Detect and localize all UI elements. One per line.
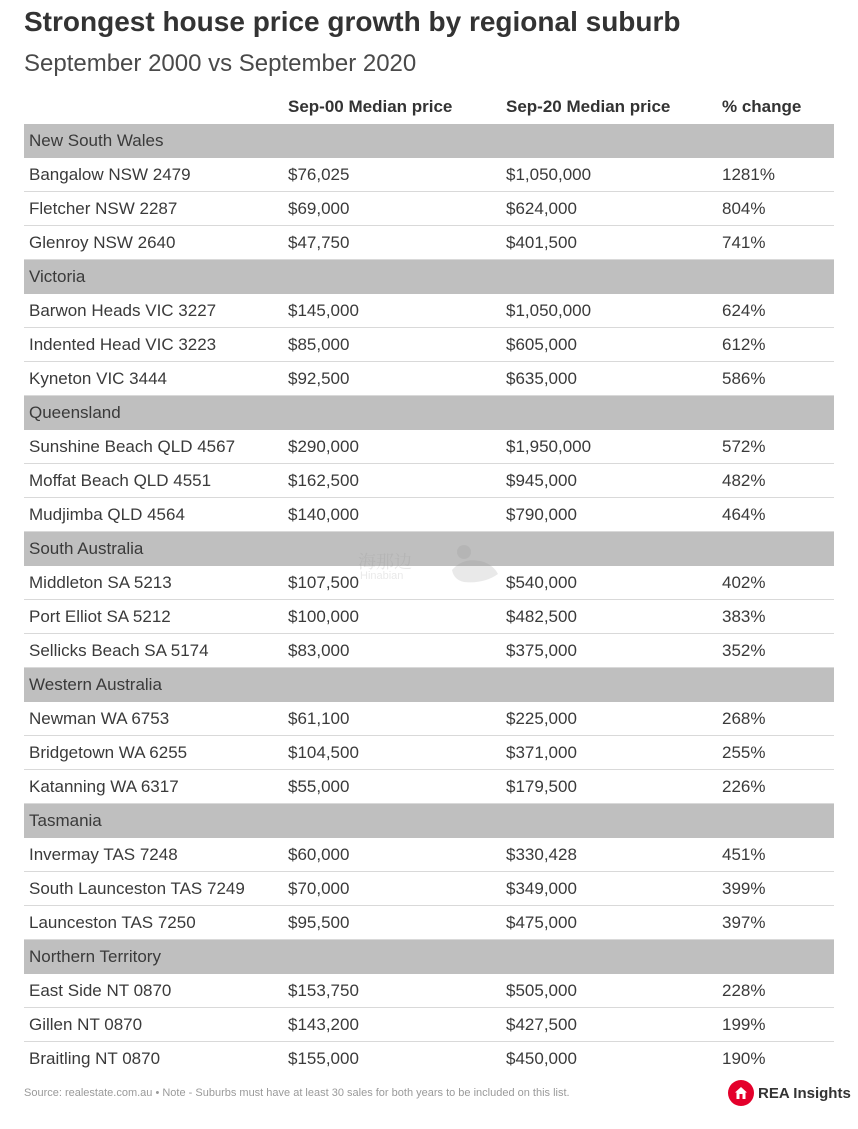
table-row <box>24 158 834 192</box>
state-name: Queensland <box>24 396 834 430</box>
suburb-cell: Glenroy NSW 2640 <box>24 226 283 260</box>
table-row <box>24 770 834 804</box>
sep20-price-cell: $482,500 <box>501 600 717 634</box>
sep20-price-cell: $1,050,000 <box>501 294 717 328</box>
sep20-price-cell: $635,000 <box>501 362 717 396</box>
brand-name: REA Insights <box>758 1084 851 1102</box>
sep20-price-cell: $225,000 <box>501 702 717 736</box>
percent-change-cell: 399% <box>717 872 834 906</box>
table-row <box>24 600 834 634</box>
state-name: New South Wales <box>24 124 834 158</box>
state-name: Northern Territory <box>24 940 834 974</box>
suburb-cell: Middleton SA 5213 <box>24 566 283 600</box>
sep20-price-cell: $427,500 <box>501 1008 717 1042</box>
sep20-price-cell: $349,000 <box>501 872 717 906</box>
table-row <box>24 362 834 396</box>
sep20-price-cell: $371,000 <box>501 736 717 770</box>
sep00-price-cell: $155,000 <box>288 1048 359 1068</box>
state-group-row <box>24 804 834 838</box>
percent-change-cell: 586% <box>717 362 834 396</box>
table-row <box>24 192 834 226</box>
state-group-row <box>24 668 834 702</box>
sep20-price-cell: $540,000 <box>501 566 717 600</box>
table-row <box>24 430 834 464</box>
percent-change-cell: 255% <box>717 736 834 770</box>
chart-subtitle: September 2000 vs September 2020 <box>24 50 417 77</box>
sep00-price-cell: $61,100 <box>283 702 501 736</box>
suburb-cell: Braitling NT 0870 <box>29 1048 161 1068</box>
table-row <box>24 226 834 260</box>
state-name: South Australia <box>24 532 834 566</box>
sep00-price-cell: $143,200 <box>283 1008 501 1042</box>
header-sep00: Sep-00 Median price <box>288 97 453 116</box>
sep00-price-cell: $83,000 <box>283 634 501 668</box>
state-name: Western Australia <box>24 668 834 702</box>
chart-title: Strongest house price growth by regional suburb <box>24 6 681 37</box>
percent-change-cell: 572% <box>717 430 834 464</box>
percent-change-cell: 383% <box>717 600 834 634</box>
sep00-price-cell: $76,025 <box>283 158 501 192</box>
percent-change-cell: 451% <box>717 838 834 872</box>
sep00-price-cell: $60,000 <box>283 838 501 872</box>
sep20-price-cell: $450,000 <box>506 1048 577 1068</box>
table-row <box>24 1042 834 1076</box>
suburb-cell: Barwon Heads VIC 3227 <box>24 294 283 328</box>
sep00-price-cell: $140,000 <box>283 498 501 532</box>
sep00-price-cell: $95,500 <box>283 906 501 940</box>
sep00-price-cell: $55,000 <box>283 770 501 804</box>
sep20-price-cell: $179,500 <box>501 770 717 804</box>
suburb-cell: Newman WA 6753 <box>24 702 283 736</box>
table-row <box>24 702 834 736</box>
percent-change-cell: 226% <box>717 770 834 804</box>
suburb-cell: Indented Head VIC 3223 <box>24 328 283 362</box>
sep00-price-cell: $92,500 <box>283 362 501 396</box>
suburb-cell: Invermay TAS 7248 <box>24 838 283 872</box>
suburb-cell: Sellicks Beach SA 5174 <box>24 634 283 668</box>
suburb-cell: Launceston TAS 7250 <box>24 906 283 940</box>
state-group-row <box>24 396 834 430</box>
sep00-price-cell: $107,500 <box>283 566 501 600</box>
sep00-price-cell: $100,000 <box>283 600 501 634</box>
percent-change-cell: 402% <box>717 566 834 600</box>
sep20-price-cell: $945,000 <box>501 464 717 498</box>
percent-change-cell: 482% <box>717 464 834 498</box>
header-row <box>24 90 834 124</box>
table-body <box>24 124 834 1075</box>
sep00-price-cell: $70,000 <box>283 872 501 906</box>
suburb-cell: Port Elliot SA 5212 <box>24 600 283 634</box>
suburb-cell: Bridgetown WA 6255 <box>24 736 283 770</box>
header-sep20: Sep-20 Median price <box>506 97 671 116</box>
rea-insights-logo <box>728 1079 851 1107</box>
header-suburb <box>24 90 283 124</box>
percent-change-cell: 199% <box>717 1008 834 1042</box>
percent-change-cell: 190% <box>722 1048 766 1068</box>
sep20-price-cell: $375,000 <box>501 634 717 668</box>
state-group-row <box>24 260 834 294</box>
sep20-price-cell: $790,000 <box>501 498 717 532</box>
table-row <box>24 736 834 770</box>
sep00-price-cell: $85,000 <box>283 328 501 362</box>
sep20-price-cell: $505,000 <box>501 974 717 1008</box>
suburb-cell: South Launceston TAS 7249 <box>24 872 283 906</box>
percent-change-cell: 464% <box>717 498 834 532</box>
sep00-price-cell: $69,000 <box>283 192 501 226</box>
table-row <box>24 294 834 328</box>
sep00-price-cell: $104,500 <box>283 736 501 770</box>
suburb-cell: Gillen NT 0870 <box>24 1008 283 1042</box>
table-row <box>24 906 834 940</box>
percent-change-cell: 352% <box>717 634 834 668</box>
sep00-price-cell: $290,000 <box>283 430 501 464</box>
percent-change-cell: 612% <box>717 328 834 362</box>
sep20-price-cell: $475,000 <box>501 906 717 940</box>
state-group-row <box>24 940 834 974</box>
sep20-price-cell: $1,050,000 <box>501 158 717 192</box>
sep00-price-cell: $162,500 <box>283 464 501 498</box>
sep20-price-cell: $1,950,000 <box>501 430 717 464</box>
suburb-cell: Kyneton VIC 3444 <box>24 362 283 396</box>
state-name: Tasmania <box>24 804 834 838</box>
watermark-subtext: Hinabian <box>360 570 404 582</box>
sep20-price-cell: $401,500 <box>501 226 717 260</box>
header-change: % change <box>722 97 802 116</box>
table-row <box>24 872 834 906</box>
state-group-row <box>24 124 834 158</box>
suburb-cell: East Side NT 0870 <box>24 974 283 1008</box>
table-row <box>24 1008 834 1042</box>
sep00-price-cell: $47,750 <box>283 226 501 260</box>
rea-house-icon <box>728 1080 754 1106</box>
suburb-cell: Sunshine Beach QLD 4567 <box>24 430 283 464</box>
state-name: Victoria <box>24 260 834 294</box>
table-row <box>24 974 834 1008</box>
sep20-price-cell: $330,428 <box>501 838 717 872</box>
suburb-cell: Bangalow NSW 2479 <box>24 158 283 192</box>
percent-change-cell: 741% <box>717 226 834 260</box>
percent-change-cell: 397% <box>717 906 834 940</box>
price-growth-table <box>24 90 834 1075</box>
sep20-price-cell: $624,000 <box>501 192 717 226</box>
percent-change-cell: 268% <box>717 702 834 736</box>
percent-change-cell: 804% <box>717 192 834 226</box>
table-row <box>24 464 834 498</box>
table-row <box>24 498 834 532</box>
suburb-cell: Moffat Beach QLD 4551 <box>24 464 283 498</box>
sep00-price-cell: $153,750 <box>283 974 501 1008</box>
source-note: Source: realestate.com.au • Note - Suburbs must have at least 30 sales for both years to be included on this list. <box>24 1087 570 1099</box>
percent-change-cell: 228% <box>717 974 834 1008</box>
table-row <box>24 838 834 872</box>
table-row <box>24 328 834 362</box>
table-row <box>24 634 834 668</box>
percent-change-cell: 624% <box>717 294 834 328</box>
suburb-cell: Fletcher NSW 2287 <box>24 192 283 226</box>
suburb-cell: Katanning WA 6317 <box>24 770 283 804</box>
sep20-price-cell: $605,000 <box>501 328 717 362</box>
percent-change-cell: 1281% <box>717 158 834 192</box>
table-row <box>24 566 834 600</box>
sep00-price-cell: $145,000 <box>283 294 501 328</box>
state-group-row <box>24 532 834 566</box>
suburb-cell: Mudjimba QLD 4564 <box>24 498 283 532</box>
